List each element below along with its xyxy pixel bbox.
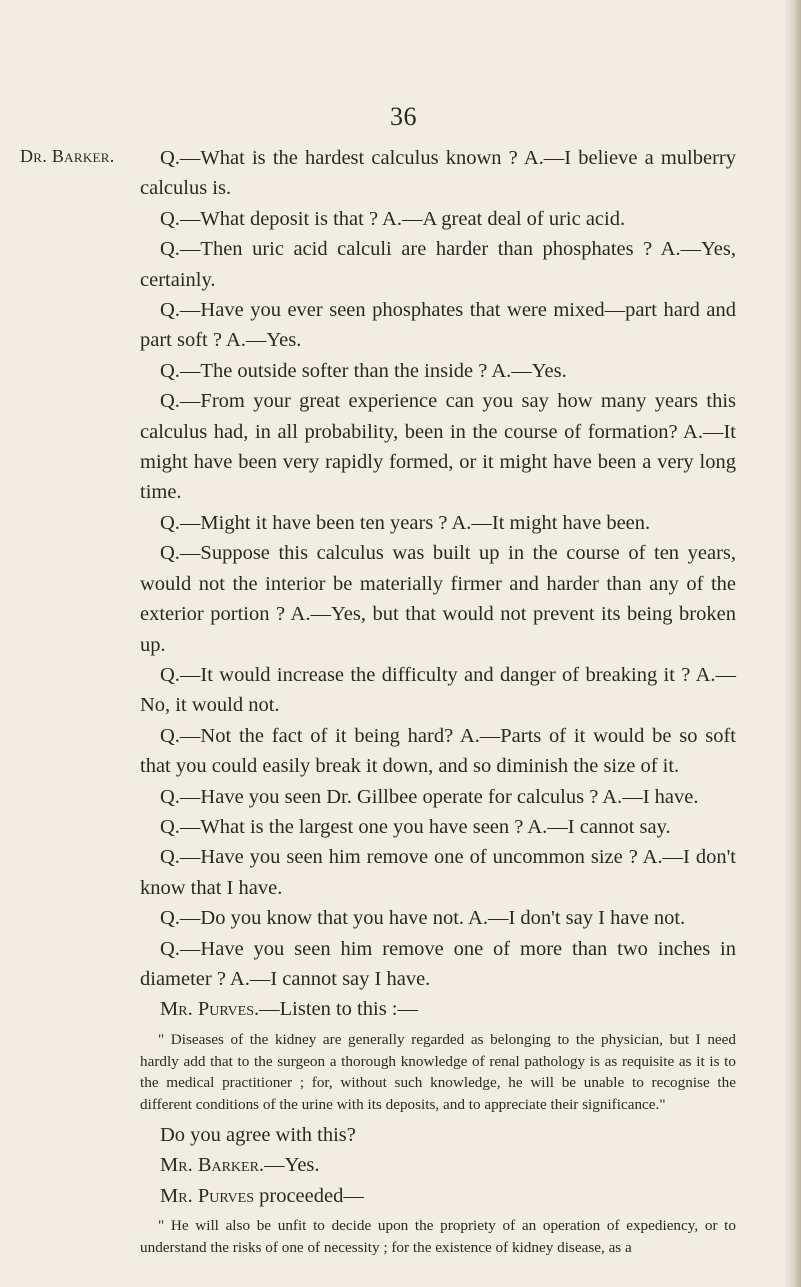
qa-paragraph: Q.—Might it have been ten years ? A.—It might have been. <box>160 511 651 534</box>
qa-paragraph: Q.—From your great experience can you say how many years this calculus had, in all probability, been in the course of formation? A.—It might have been very rapidly formed, or it might have been a very long time. <box>140 390 736 504</box>
speaker-label: Dr. Barker. <box>20 146 115 166</box>
reply-text: —Yes. <box>264 1154 320 1177</box>
qa-paragraph: Q.—The outside softer than the inside ? A.—Yes. <box>160 359 567 382</box>
statement-text: proceeded— <box>254 1184 364 1207</box>
qa-paragraph: Q.—Suppose this calculus was built up in the course of ten years, would not the interior be materially firmer and harder than any of the exterior portion ? A.—Yes, but that would not prevent its being broken up. <box>140 542 736 656</box>
purves-statement <box>140 994 736 1024</box>
barker-reply <box>140 1150 736 1180</box>
qa-paragraph: Q.—It would increase the difficulty and danger of breaking it ? A.—No, it would not. <box>140 663 736 717</box>
qa-paragraph: Q.—Have you seen Dr. Gillbee operate for calculus ? A.—I have. <box>160 785 699 808</box>
question-line: Do you agree with this? <box>160 1123 356 1146</box>
statement-text: —Listen to this :— <box>259 998 418 1021</box>
qa-paragraph: Q.—Not the fact of it being hard? A.—Parts of it would be so soft that you could easily break it down, and so diminish the size of it. <box>140 724 736 778</box>
body-text <box>140 143 736 1263</box>
qa-paragraph: Q.—Then uric acid calculi are harder than phosphates ? A.—Yes, certainly. <box>140 238 736 291</box>
speaker-name: Mr. Barker. <box>160 1154 265 1177</box>
qa-paragraph: Q.—What deposit is that ? A.—A great deal of uric acid. <box>160 207 626 230</box>
qa-paragraph: Q.—What is the hardest calculus known ? A.—I believe a mulberry calculus is. <box>140 147 736 200</box>
block-quote: " Diseases of the kidney are generally regarded as belonging to the physician, but I need hardly add that to the surgeon a thorough knowledge of renal pathology is as requisite as it is to the medical practitioner ; for, without such knowledge, he will be unable to recognise the different conditions of the urine with its deposits, and to appreciate their significance." <box>140 1030 736 1114</box>
page-edge-shadow <box>783 0 801 1287</box>
speaker-name: Mr. Purves <box>160 1184 254 1207</box>
qa-paragraph: Q.—Have you seen him remove one of uncommon size ? A.—I don't know that I have. <box>140 846 736 899</box>
speaker-name: Mr. Purves. <box>160 998 260 1021</box>
purves-continued <box>140 1181 736 1211</box>
page-number: 36 <box>390 102 417 131</box>
qa-paragraph: Q.—Have you seen him remove one of more than two inches in diameter ? A.—I cannot say I have. <box>140 937 736 990</box>
qa-paragraph: Q.—What is the largest one you have seen ? A.—I cannot say. <box>160 815 671 838</box>
qa-paragraph: Q.—Do you know that you have not. A.—I don't say I have not. <box>160 907 686 930</box>
qa-paragraph: Q.—Have you ever seen phosphates that were mixed—part hard and part soft ? A.—Yes. <box>140 299 736 352</box>
block-quote: " He will also be unfit to decide upon the propriety of an operation of expediency, or to understand the risks of one of necessity ; for the existence of kidney disease, as a <box>140 1217 736 1256</box>
